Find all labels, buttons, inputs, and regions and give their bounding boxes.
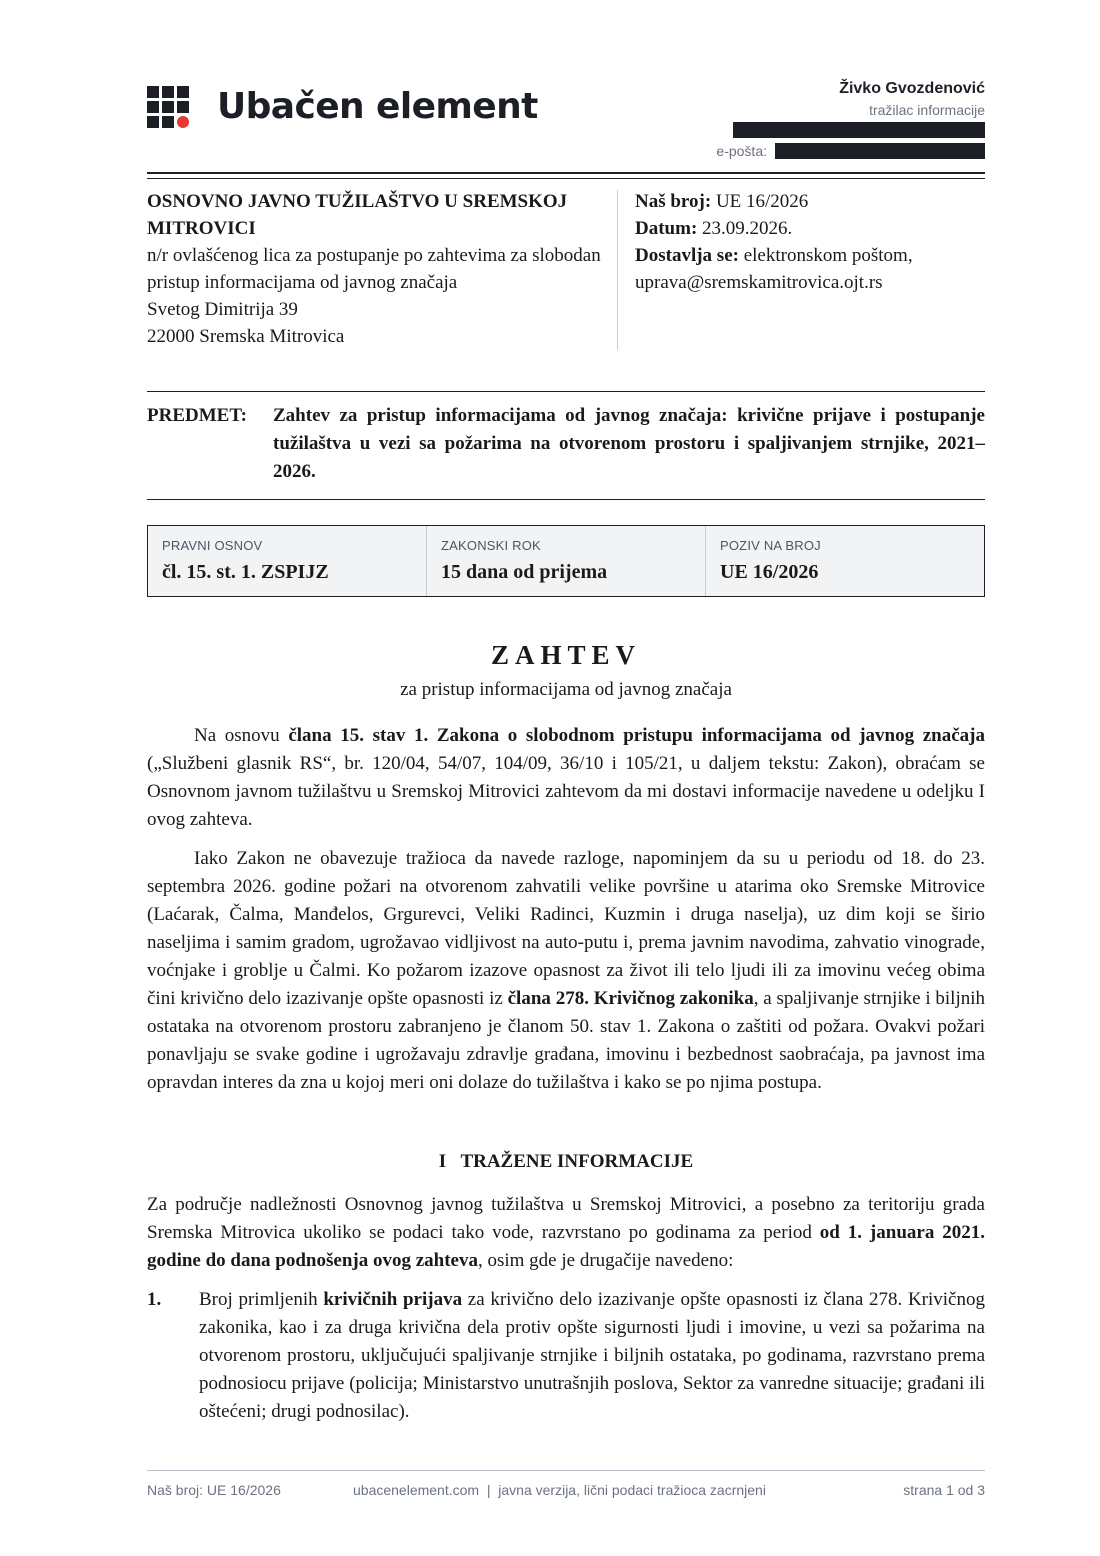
- recipient-institution: OSNOVNO JAVNO TUŽILAŠTVO U SREMSKOJ MITROVICI: [147, 191, 568, 239]
- document-meta: [635, 188, 985, 296]
- intro-paragraph: Na osnovu člana 15. stav 1. Zakona o slobodnom pristupu informacijama od javnog značaja („Službeni glasnik RS“, br. 120/04, 54/07, 104/09, 36/10 i 105/21, u daljem tekstu: Zakon), obraćam se Osnovnom javnom tužilaštvu u Sremskoj Mitrovici zahtevom da mi dostavi informacije navedene u odeljku I ovog zahteva.: [147, 725, 985, 830]
- brand-name: Ubačen element: [217, 86, 538, 127]
- email-label: e-pošta:: [716, 143, 767, 159]
- subject-label: PREDMET:: [147, 405, 247, 426]
- address-divider: [617, 190, 618, 350]
- footer-page-number: strana 1 od 3: [903, 1482, 985, 1498]
- list-item-number: 1.: [147, 1289, 162, 1310]
- list-item: [147, 1286, 985, 1426]
- meta-date-value: 23.09.2026.: [702, 218, 793, 239]
- info-table: [147, 525, 985, 597]
- requester-role: tražilac informacije: [869, 102, 985, 118]
- subject-text: Zahtev za pristup informacijama od javnog značaja: krivične prijave i postupanje tužilaštva u vezi sa požarima na otvorenom prostoru i spaljivanjem strnjike, 2021–2026.: [273, 405, 985, 482]
- info-caption: ZAKONSKI ROK: [441, 538, 541, 553]
- document-subtitle: za pristup informacijama od javnog značaja: [400, 679, 732, 700]
- requester-email-row: [716, 143, 985, 159]
- info-value: UE 16/2026: [720, 561, 819, 583]
- meta-delivery: [635, 242, 985, 269]
- meta-date-label: Datum:: [635, 218, 698, 239]
- info-cell-deadline: [427, 526, 706, 596]
- recipient-street: Svetog Dimitrija 39: [147, 299, 298, 320]
- meta-ref-value: UE 16/2026: [715, 191, 809, 212]
- info-cell-reference: [706, 526, 984, 596]
- list-item-text: Broj primljenih krivičnih prijava za krivično delo izazivanje opšte opasnosti iz člana 278. Krivičnog zakonika, kao i za druga krivična dela protiv opšte sigurnosti ljudi i imovine, u vezi sa požarima na otvorenom prostoru, uključujući spaljivanje strnjike i biljnih ostataka, po godinama, razvrstano prema podnosiocu prijave (policija; Ministarstvo unutrašnjih poslova, Sektor za vanredne situacije; građani ili oštećeni; drugi podnosilac).: [199, 1289, 985, 1422]
- footer-rule: [147, 1470, 985, 1471]
- meta-ref-label: Naš broj:: [635, 191, 712, 212]
- header-rule: [147, 172, 985, 174]
- info-caption: PRAVNI OSNOV: [162, 538, 263, 553]
- footer-site: ubacenelement.com | javna verzija, lični podaci tražioca zacrnjeni: [353, 1482, 766, 1498]
- subject-rule-top: [147, 391, 985, 392]
- redacted-address: [733, 122, 985, 138]
- reasons-paragraph: Iako Zakon ne obavezuje tražioca da navede razloge, napominjem da su u periodu od 18. do 23. septembra 2026. godine požari na otvorenom zahvatili velike površine u atarima oko Sremske Mitrovice (Laćarak, Čalma, Manđelos, Grgurevci, Veliki Radinci, Kuzmin i druga naselja), uz dim koji se širio naseljima i samim gradom, ugrožavao vidljivost na auto-putu i, prema javnim navodima, zahvatio vinograde, voćnjake i groblje u Čalmi. Ko požarom izazove opasnost za život ili telo ljudi ili za imovinu većeg obima čini krivično delo izazivanje opšte opasnosti iz člana 278. Krivičnog zakonika, a spaljivanje strnjike i biljnih ostataka na otvorenom prostoru zabranjeno je članom 50. stav 1. Zakona o zaštiti od požara. Ovakvi požari ponavljaju se svake godine i ugrožavaju zdravlje građana, imovinu i bezbednost saobraćaja, pa javnost ima opravdan interes da zna u kojoj meri oni dolaze do tužilaštva i kako se po njima postupa.: [147, 848, 986, 1093]
- meta-ref: [635, 188, 985, 215]
- info-value: 15 dana od prijema: [441, 561, 608, 583]
- meta-delivery-email: uprava@sremskamitrovica.ojt.rs: [635, 272, 883, 293]
- section-heading: I TRAŽENE INFORMACIJE: [438, 1151, 694, 1172]
- meta-delivery-value: elektronskom poštom,: [743, 245, 913, 266]
- requester-block: [716, 82, 985, 159]
- subject-block: [147, 402, 985, 486]
- recipient-address: [147, 188, 617, 350]
- recipient-city: 22000 Sremska Mitrovica: [147, 326, 345, 347]
- scope-paragraph: Za područje nadležnosti Osnovnog javnog tužilaštva u Sremskoj Mitrovici, a posebno za teritoriju grada Sremska Mitrovica ukoliko se podaci tako vode, razvrstano po godinama za period od 1. januara 2021. godine do dana podnošenja ovog zahteva, osim gde je drugačije navedeno:: [147, 1194, 985, 1271]
- info-value: čl. 15. st. 1. ZSPIJZ: [162, 561, 329, 583]
- subject-rule-bottom: [147, 499, 985, 500]
- meta-delivery-label: Dostavlja se:: [635, 245, 739, 266]
- document-page: [147, 0, 985, 1556]
- brand-logo: [147, 85, 538, 129]
- footer-reference: Naš broj: UE 16/2026: [147, 1482, 281, 1498]
- logo-grid-icon: [147, 86, 189, 128]
- info-caption: POZIV NA BROJ: [720, 538, 821, 553]
- header-rule-thin: [147, 178, 985, 179]
- info-cell-legal-basis: [148, 526, 427, 596]
- recipient-attention: n/r ovlašćenog lica za postupanje po zahtevima za slobodan pristup informacijama od javnog značaja: [147, 245, 601, 293]
- letterhead: [147, 82, 985, 162]
- redacted-email: [775, 143, 985, 159]
- meta-date: [635, 215, 985, 242]
- document-title: ZAHTEV: [490, 640, 642, 670]
- requester-name: Živko Gvozdenović: [839, 80, 985, 97]
